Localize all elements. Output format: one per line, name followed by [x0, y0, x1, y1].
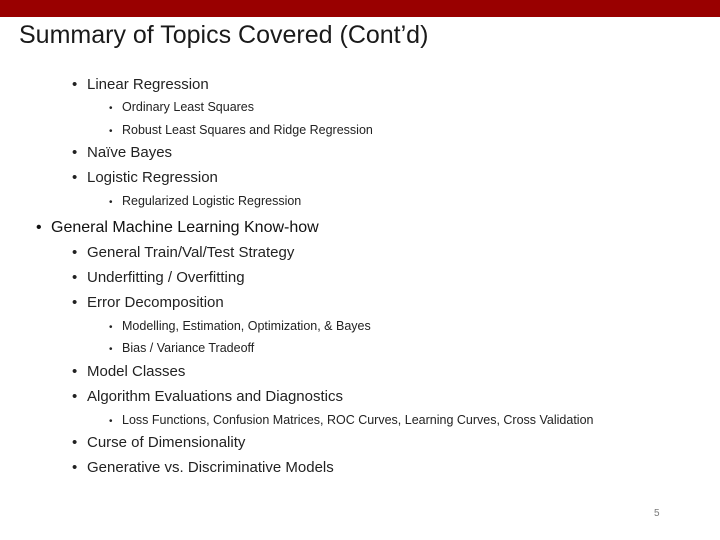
outline-item-text: Error Decomposition	[87, 294, 224, 311]
outline-item-text: Bias / Variance Tradeoff	[122, 341, 255, 355]
outline-item-text: Curse of Dimensionality	[87, 434, 246, 451]
outline-item-text: Model Classes	[87, 363, 186, 380]
page-number: 5	[654, 508, 660, 519]
outline-item	[109, 120, 373, 142]
bullet-marker: •	[109, 416, 113, 427]
bullet-marker: •	[109, 103, 113, 114]
outline-item	[72, 387, 343, 407]
outline-item	[72, 268, 245, 288]
bullet-marker: •	[72, 244, 78, 261]
outline-item	[72, 168, 218, 188]
bullet-marker: •	[109, 344, 113, 355]
outline-item-text: Underfitting / Overfitting	[87, 269, 245, 286]
bullet-marker: •	[72, 269, 78, 286]
outline-item	[109, 316, 371, 338]
outline-item-text: General Train/Val/Test Strategy	[87, 244, 295, 261]
outline-item-text: Linear Regression	[87, 76, 209, 93]
outline-item	[109, 97, 254, 119]
slide-title: Summary of Topics Covered (Cont’d)	[19, 21, 429, 49]
outline-item	[36, 218, 319, 238]
bullet-marker: •	[72, 294, 78, 311]
outline-item-text: General Machine Learning Know-how	[51, 219, 319, 236]
outline-item-text: Loss Functions, Confusion Matrices, ROC Curves, Learning Curves, Cross Validation	[122, 413, 594, 427]
outline-item-text: Generative vs. Discriminative Models	[87, 459, 334, 476]
outline-item-text: Logistic Regression	[87, 169, 218, 186]
bullet-marker: •	[72, 169, 78, 186]
bullet-marker: •	[109, 197, 113, 208]
outline-item	[72, 243, 294, 263]
outline-item-text: Regularized Logistic Regression	[122, 194, 302, 208]
outline-item	[72, 75, 209, 95]
outline-item	[72, 362, 185, 382]
bullet-marker: •	[109, 322, 113, 333]
bullet-marker: •	[72, 144, 78, 161]
outline-item	[109, 410, 594, 432]
outline-item	[109, 338, 254, 360]
outline-item-text: Ordinary Least Squares	[122, 100, 255, 114]
bullet-marker: •	[72, 434, 78, 451]
outline-item-text: Modelling, Estimation, Optimization, & Bayes	[122, 319, 371, 333]
outline-item	[72, 143, 172, 163]
bullet-marker: •	[72, 388, 78, 405]
outline-item	[72, 458, 334, 478]
outline-item	[109, 191, 301, 213]
outline-item-text: Robust Least Squares and Ridge Regression	[122, 123, 373, 137]
bullet-marker: •	[36, 219, 42, 236]
outline-item	[72, 293, 224, 313]
bullet-marker: •	[72, 459, 78, 476]
bullet-marker: •	[72, 363, 78, 380]
bullet-marker: •	[109, 126, 113, 137]
outline-item	[72, 433, 245, 453]
bullet-marker: •	[72, 76, 78, 93]
outline-item-text: Naïve Bayes	[87, 144, 173, 161]
outline-item-text: Algorithm Evaluations and Diagnostics	[87, 388, 343, 405]
